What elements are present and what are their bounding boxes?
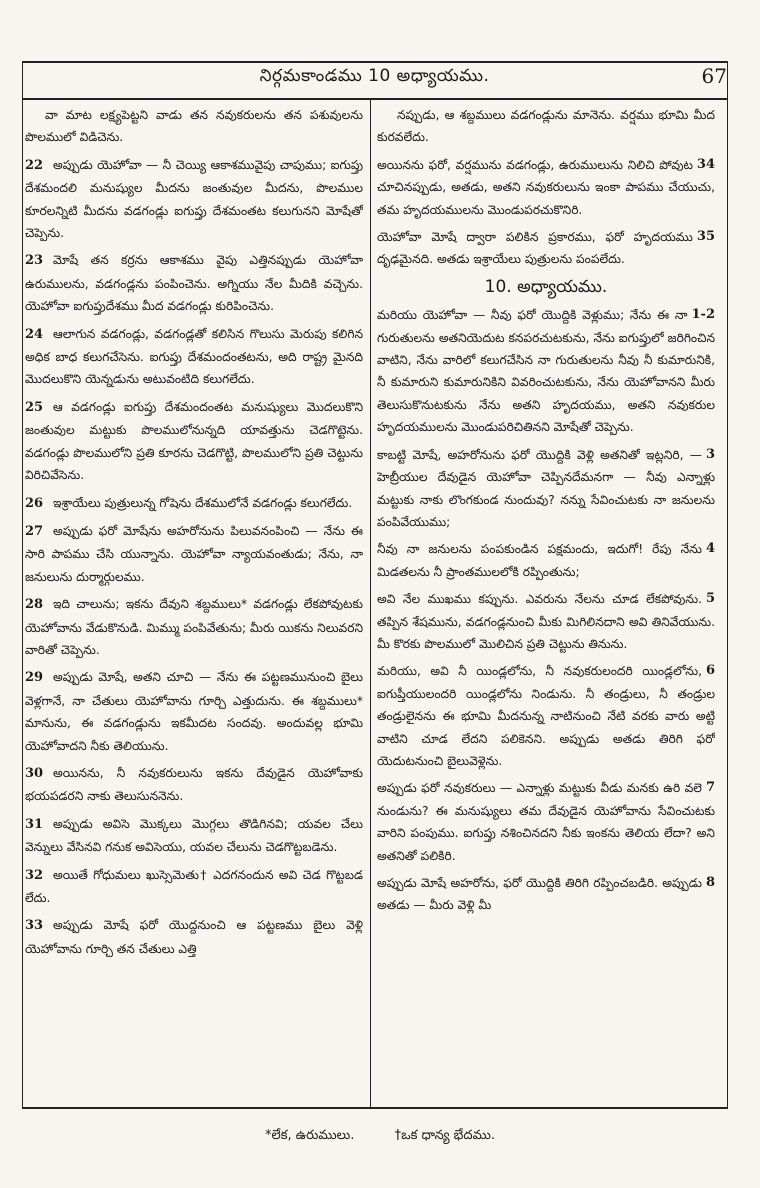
- right-column-bottom: [377, 304, 715, 917]
- verse-text: అప్పుడు మోషే అహరోను, ఫరో యొద్దికి తిరిగి రప్పించబడిరి. అప్పుడు అతడు — మీరు వెళ్లి మీ: [377, 876, 702, 913]
- verse-number: 22: [25, 157, 44, 173]
- verse-number: 24: [25, 326, 44, 342]
- verse-number: 31: [25, 816, 44, 832]
- verse-paragraph: [25, 104, 363, 149]
- verse-text: అవి నేల ముఖము కప్పును. ఎవరును నేలను చూడ లేకపోవును. తప్పిన శేషమును, వడగండ్లనుంచి మీకు మిగిలినదాని అవి తినివేయును. మీ కొరకు పొలములో మొలిచిన ప్రతి చెట్టును తినును.: [377, 592, 715, 651]
- verse-paragraph: [377, 154, 715, 221]
- verse-paragraph: [25, 323, 363, 391]
- verse-number: 23: [25, 253, 44, 269]
- verse-paragraph: [25, 396, 363, 487]
- verse-text: మరియు, అవి నీ యిండ్లలోను, నీ నవుకరులందరి యిండ్లలోను, ఐగుప్తీయులందరి యిండ్లలోను నిండును. నీ తండ్రులు, నీ తండ్రుల తండ్రులైనను ఈ భూమి మీదనున్న నాటినుంచి నేటి వరకు వారు అట్టి వాటిని చూడ లేదని పలికెనని. అప్పుడు అతడు తిరిగి ఫరో యెదుటనుంచి బైలువెళ్లెను.: [377, 664, 715, 768]
- footnote-2: †ఒక ధాన్య భేదము.: [394, 1128, 495, 1143]
- verse-paragraph: [377, 872, 715, 917]
- verse-number: 7: [705, 780, 715, 796]
- verse-paragraph: [25, 666, 363, 757]
- border-left: [22, 61, 23, 1108]
- verse-text: అప్పుడు ఫరో నవుకరులు — ఎన్నాళ్లు మట్టుకు వీడు మనకు ఉరి వలె నుండును? ఈ మనుష్యులు తమ దేవుడైన యెహోవాను సేవించుటకు వారిని పంపుము. ఐగుప్తు నశించినదని నీకు ఇంకను తెలియ లేదా? అని అతనితో పలికిరి.: [377, 781, 715, 863]
- verse-text: వా మాట లక్ష్యపెట్టని వాడు తన నవుకరులను తన పశువులను పొలములో విడిచెను.: [25, 108, 363, 145]
- verse-text: అయినను, నీ నవుకరులును ఇకను దేవుడైన యెహోవాకు భయపడరని నాకు తెలుసుననెను.: [25, 765, 363, 804]
- right-column: [377, 104, 715, 1089]
- footer-rule: [22, 1107, 728, 1109]
- verse-text: ఇశ్రాయేలు పుత్రులున్న గోషెను దేశములోనే వడగండ్లు కలుగలేదు.: [53, 495, 353, 510]
- chapter-heading: 10. అధ్యాయము.: [484, 276, 608, 297]
- verse-text: కాబట్టి మోషే, అహరోనును ఫరో యొద్దికి వెళ్లి అతనితో ఇట్లనిరి, — హెబ్రీయుల దేవుడైన యెహోవా చెప్పినదేమనగా — నీవు ఎన్నాళ్లు మట్టుకు నాకు లొంగకుండ నుందువు? నన్ను సేవించుటకు నా జనులను పంపివేయుము;: [377, 447, 715, 529]
- verse-text: యెహోవా మోషే ద్వారా పలికిన ప్రకారము, ఫరో హృదయము దృఢమైనది. అతడు ఇశ్రాయేలు పుత్రులను పంపలేదు.: [377, 230, 693, 267]
- verse-paragraph: [25, 864, 363, 910]
- verse-paragraph: [25, 154, 363, 245]
- verse-number: 8: [705, 875, 715, 890]
- verse-text: అప్పుడు అవిసె మొక్కలు మొగ్గలు తొడిగినవి; యవల చేలు వెన్నులు వేసినవి గనుక అవిసెయు, యవల చేలును చెడగొట్టబడెను.: [25, 816, 363, 855]
- verse-paragraph: [25, 762, 363, 808]
- header-rule-top: [22, 61, 728, 63]
- verse-text: అయితే గోధుమలు ఖుస్సెమెతు† ఎదగనందున అవి చెడ గొట్టబడ లేదు.: [25, 867, 363, 905]
- verse-number: 26: [25, 495, 44, 511]
- verse-number: 32: [25, 867, 44, 883]
- verse-paragraph: [25, 520, 363, 588]
- verse-number: 30: [25, 765, 44, 781]
- verse-number: 6: [705, 663, 715, 679]
- verse-paragraph: [377, 104, 715, 149]
- verse-number: 34: [696, 156, 715, 172]
- verse-paragraph: [25, 914, 363, 960]
- verse-number: 3: [705, 446, 715, 462]
- column-divider: [370, 100, 371, 1108]
- verse-number: 27: [25, 523, 44, 539]
- verse-text: మోషే తన కర్రను ఆకాశము వైపు ఎత్తినప్పుడు యెహోవా ఉరుములను, వడగండ్లను పంపించెను. అగ్నియు నేల మీదికి వచ్చెను. యెహోవా ఐగుప్తుదేశము మీద వడగండ్లు కురిపించెను.: [25, 253, 363, 314]
- verse-number: 25: [25, 399, 44, 415]
- verse-number: 33: [25, 918, 44, 934]
- footnotes: [0, 1128, 760, 1146]
- verse-paragraph: [377, 660, 715, 772]
- verse-text: అప్పుడు ఫరో మోషేను అహరోనును పిలువనంపించి — నేను ఈ సారి పాపము చేసి యున్నాను. యెహోవా న్యాయవంతుడు; నేను, నా జనులును దుర్మార్గులము.: [25, 523, 363, 584]
- verse-paragraph: [377, 226, 715, 271]
- page-title: నిర్గమకాండము 10 అధ్యాయము.: [259, 66, 490, 86]
- verse-number: 5: [705, 591, 715, 607]
- verse-paragraph: [25, 813, 363, 859]
- verse-text: ఆలాగున వడగండ్లు, వడగండ్లతో కలిసిన గొలుసు మెరుపు కలిగిన అధిక బాధ కలుగచేసెను. ఐగుప్తు దేశమందంతటను, అది రాష్ట్ర మైనది మొదలుకొని యెన్నడును అటువంటిది కలుగలేదు.: [25, 326, 363, 387]
- header-rule-bottom: [22, 98, 728, 100]
- verse-number: 1-2: [691, 307, 715, 323]
- verse-number: 28: [25, 597, 44, 613]
- footnote-1: *లేక, ఉరుములు.: [264, 1128, 355, 1143]
- verse-number: 4: [705, 541, 715, 557]
- verse-text: నీవు నా జనులను పంపకుండిన పక్షమందు, ఇదుగో! రేపు నేను మిడతలను నీ ప్రాంతములలోకి రప్పింతును;: [377, 542, 702, 579]
- verse-text: నప్పుడు, ఆ శబ్దములు వడగండ్లును మానెను. వర్షము భూమి మీద కురవలేదు.: [377, 108, 715, 145]
- verse-paragraph: [25, 492, 363, 515]
- verse-text: ఇది చాలును; ఇకను దేవుని శబ్దములు* వడగండ్లు లేకపోవుటకు యెహోవాను వేడుకొనుడి. మిమ్ము పంపివేతును; మీరు యికను నిలువరని వారితో చెప్పెను.: [25, 597, 363, 657]
- verse-text: ఆ వడగండ్లు ఐగుప్తు దేశమందంతట మనుష్యులు మొదలుకొని జంతువుల మట్టుకు పొలములోనున్నది యావత్తును చెడగొట్టెను. వడగండ్లు పొలములోని ప్రతి కూరను చెడగొట్టి, పొలములోని ప్రతి చెట్టును విరిచివేసెను.: [25, 399, 363, 483]
- verse-paragraph: [377, 538, 715, 583]
- verse-number: 29: [25, 670, 44, 686]
- verse-text: మరియు యెహోవా — నీవు ఫరో యొద్దికి వెళ్లుము; నేను ఈ నా గురుతులను అతనియెదుట కనపరచుటకును, నేను ఐగుప్తులో జరిగించిన వాటిని, నేను వారిలో కలుగచేసిన నా గురుతులను నీవు నీ కుమారునికి, నీ కుమారుని కుమారునికిని వివరించుటకును, నేను యెహోవానని మీరు తెలుసుకొనుటకును నేను అతని హృదయము, అతని నవుకరుల హృదయములను మొండుపరిచితినని మోషేతో చెప్పెను.: [377, 308, 715, 435]
- verse-paragraph: [377, 777, 715, 867]
- right-column-top: [377, 104, 715, 271]
- left-column: [25, 104, 363, 1089]
- verse-text: అయినను ఫరో, వర్షమును వడగండ్లు, ఉరుములును నిలిచి పోవుట చూచినప్పుడు, అతడు, అతని నవుకరులును ఇంకా పాపము చేయుచు, తమ హృదయములను మొండుపరచుకొనిరి.: [377, 157, 715, 217]
- verse-paragraph: [25, 593, 363, 661]
- verse-paragraph: [25, 249, 363, 317]
- running-header: [22, 62, 727, 98]
- verse-text: అప్పుడు మోషే, అతని చూచి — నేను ఈ పట్టణమునుంచి బైలు వెళ్లగానే, నా చేతులు యెహోవాను గూర్చి ఎత్తుదును. ఈ శబ్దములు* మానును, ఈ వడగండ్లును ఇకమీదట సందవు. అందువల్ల భూమి యెహోవాదని నీకు తెలియును.: [25, 670, 363, 753]
- page-number: 67: [701, 64, 727, 88]
- verse-text: అప్పుడు యెహోవా — నీ చెయ్యి ఆకాశమువైపు చాపుము; ఐగుప్తు దేశమందలి మనుష్యుల మీదను జంతువుల మీదను, పొలముల కూరలన్నిటి మీదను వడగండ్లు ఐగుప్తు దేశమంతట కలుగునని మోషేతో చెప్పెను.: [25, 157, 363, 241]
- border-right: [727, 61, 728, 1108]
- verse-number: 35: [696, 229, 715, 245]
- verse-paragraph: [377, 444, 715, 534]
- verse-paragraph: [377, 304, 715, 438]
- verse-paragraph: [377, 588, 715, 655]
- verse-text: అప్పుడు మోషే ఫరో యొద్దనుంచి ఆ పట్టణము బైలు వెళ్లి యెహోవాను గూర్చి తన చేతులు ఎత్తి: [25, 918, 363, 956]
